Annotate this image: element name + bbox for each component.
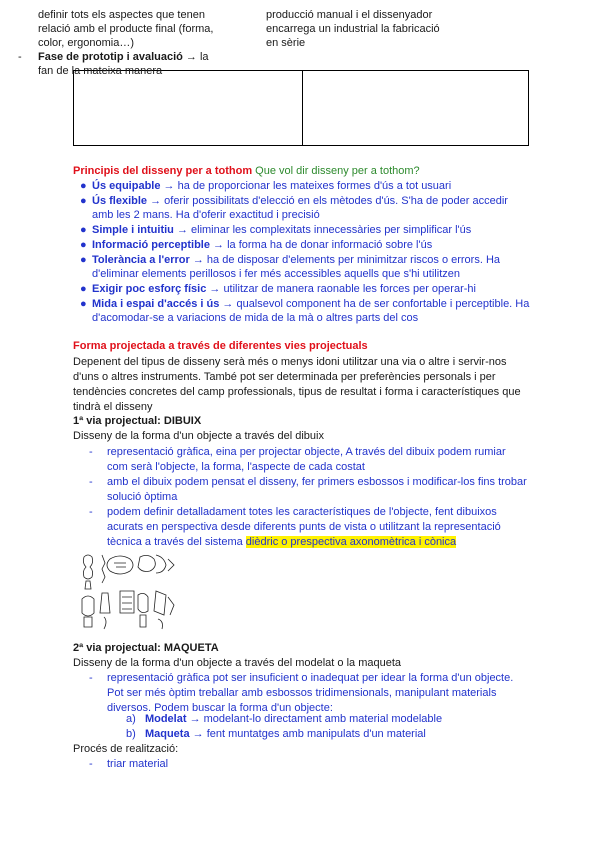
principle-text: → utilitzar de manera raonable les forces per operar-hi [206, 283, 476, 295]
list-item [80, 194, 532, 222]
sub-item-term: Modelat [144, 713, 187, 725]
comparison-table [73, 70, 529, 146]
table-divider [302, 71, 303, 145]
list-item [89, 757, 527, 772]
section2-title: Forma projectada a través de diferentes vies projectuals [73, 340, 368, 352]
principle-text: → la forma ha de donar informació sobre l'ús [209, 239, 433, 251]
sub-item-term: Maqueta [144, 728, 190, 740]
dash-bullet: - [89, 476, 93, 488]
table-left-line: relació amb el producte final (forma, [38, 23, 214, 35]
list-item [89, 671, 527, 716]
bullet-dot-icon: ● [80, 254, 87, 266]
principle-text: → eliminar les complexitats innecessàries per simplificar l'ús [173, 224, 472, 236]
section1-heading [73, 164, 533, 179]
bullet-dot-icon: ● [80, 239, 87, 251]
sketch-drawings-image [76, 551, 180, 635]
list-item [80, 297, 532, 325]
via1-list [89, 445, 527, 550]
via1-item-text: representació gràfica, eina per projectar objecte, A través del dibuix podem rumiar com serà l'objecte, la forma, l'aspecte de cada costat [107, 446, 506, 473]
proces-item-text: triar material [107, 758, 169, 770]
via1-item-text: amb el dibuix podem pensat el disseny, fer primers esbossos i modificar-los fins trobar solució òptima [107, 476, 527, 503]
bullet-dot-icon: ● [80, 224, 87, 236]
principle-text: → ha de disposar d'elements per minimitzar riscos o errors. Ha d'eliminar elements perillosos i fer més accessibles aquells que s'hi utilitzen [92, 254, 501, 280]
table-left-line: color, ergonomia…) [38, 37, 134, 49]
principle-text: → ha de proporcionar les mateixes formes d'ús a tot usuari [160, 180, 452, 192]
list-item [89, 505, 527, 550]
table-left-last: fan de la mateixa manera [38, 65, 163, 77]
bullet-dot-icon: ● [80, 195, 87, 207]
principles-list [80, 179, 532, 326]
bullet-dot-icon: ● [80, 283, 87, 295]
section1-question: Que vol dir disseny per a tothom? [252, 165, 420, 177]
via1-subtitle: Disseny de la forma d'un objecte a través del dibuix [73, 430, 324, 442]
sub-item-letter: b) [126, 728, 136, 740]
via2-item-text: representació gràfica pot ser insuficient o inadequat per idear la forma d'un objecte. Pot ser més òptim treballar amb esbossos tridimensionals, manipulant materials diversos. Podem buscar la forma d'un objecte: [107, 672, 514, 714]
list-item [80, 282, 532, 296]
principle-term: Ús equipable [92, 180, 161, 192]
via2-subtitle: Disseny de la forma d'un objecte a través del modelat o la maqueta [73, 657, 402, 669]
table-right-cell [266, 8, 451, 50]
list-item [89, 475, 527, 505]
list-item [126, 712, 526, 727]
dash-bullet: - [89, 506, 93, 518]
principle-term: Tolerància a l'error [92, 254, 190, 266]
via2-list [89, 671, 527, 716]
bullet-dot-icon: ● [80, 298, 87, 310]
list-item [126, 727, 526, 742]
via2-sub-list [126, 712, 526, 742]
proces-list [89, 757, 527, 772]
bullet-dot-icon: ● [80, 180, 87, 192]
principle-term: Informació perceptible [92, 239, 210, 251]
list-item [80, 253, 532, 281]
via1-title: 1ª via projectual: DIBUIX [73, 415, 202, 427]
list-item [80, 238, 532, 252]
principle-term: Mida i espai d'accés i ús [92, 298, 220, 310]
dash-bullet: - [89, 446, 93, 458]
principle-term: Simple i intuitiu [92, 224, 174, 236]
section2-intro: Depenent del tipus de disseny serà més o menys idoni utilitzar una via o altre i servir-nos d'uns o altres instruments. També pot ser determinada per preferències personals i per tendències concretes del camp professionals, tipus de resultat i forma i característiques que tindrà el disseny [73, 356, 521, 413]
table-right-line: producció manual i el dissenyador [266, 9, 433, 21]
table-left-line: definir tots els aspectes que tenen [38, 9, 205, 21]
sub-item-text: → modelant-lo directament amb material modelable [186, 713, 443, 725]
list-item [89, 445, 527, 475]
dash-bullet: - [18, 51, 22, 63]
via1-item-text: podem definir detalladament totes les característiques de l'objecte, fent dibuixos acurats en perspectiva desde diferents punts de vista o utilitzant la representació tècnica a través del sistema [107, 506, 501, 548]
table-right-line: encarrega un industrial la fabricació [266, 23, 440, 35]
list-item [80, 179, 532, 193]
highlighted-text: dièdric o prespectiva axonomètrica i cònica [245, 536, 457, 548]
via2-title: 2ª via projectual: MAQUETA [73, 642, 219, 654]
principle-term: Ús flexible [92, 195, 148, 207]
section1-title: Principis del disseny per a tothom [73, 165, 253, 177]
sub-item-letter: a) [126, 713, 136, 725]
dash-bullet: - [89, 672, 93, 684]
principle-term: Exigir poc esforç físic [92, 283, 207, 295]
sub-item-text: → fent muntatges amb manipulats d'un material [189, 728, 426, 740]
table-left-arrow: → la [182, 51, 209, 63]
table-left-bold: Fase de prototip i avaluació [38, 51, 183, 63]
dash-bullet: - [89, 758, 93, 770]
table-right-line: en sèrie [266, 37, 306, 49]
principle-text: → oferir possibilitats d'elecció en els mètodes d'ús. S'ha de poder accedir amb les 2 mans. Ha d'oferir exactitud i precisió [92, 195, 508, 221]
list-item [80, 223, 532, 237]
proces-label: Procés de realització: [73, 743, 179, 755]
table-left-cell [18, 8, 218, 78]
principle-text: → qualsevol component ha de ser confortable i perceptible. Ha d'acomodar-se a variacions de mida de la mà o altres parts del cos [92, 298, 530, 324]
